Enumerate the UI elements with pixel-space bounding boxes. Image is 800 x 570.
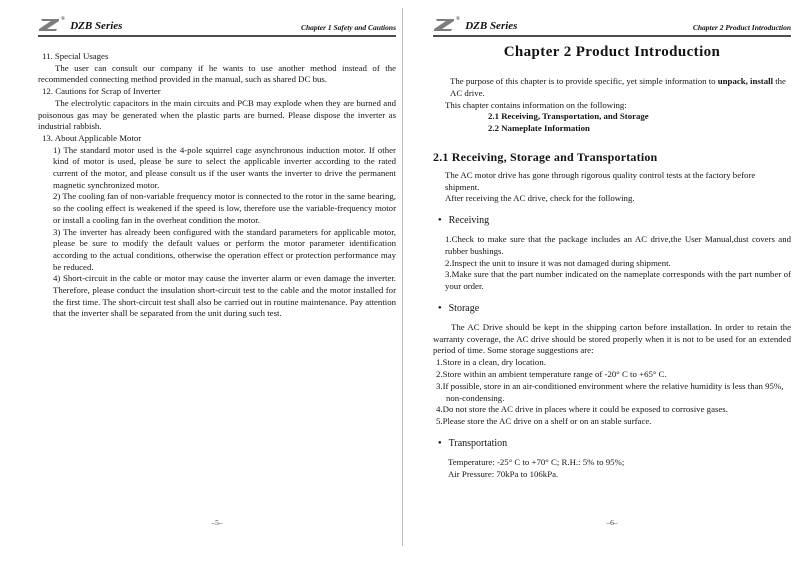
paragraph: The AC motor drive has gone through rigorous quality control tests at the factory before shipment. (445, 169, 756, 192)
paragraph: The user can consult our company if he wants to use another method instead of the recommended connecting method provided in the manual, such as shared DC bus. (38, 62, 396, 85)
list-item: 2.Store within an ambient temperature range of -20° C to +65° C. (436, 368, 667, 379)
list-item-title: 12. Cautions for Scrap of Inverter (42, 86, 161, 97)
chapter-title: Chapter 2 Product Introduction (503, 44, 721, 60)
list-item: 1.Store in a clean, dry location. (436, 357, 546, 368)
section-heading: 2.1 Receiving, Storage and Transportation (433, 149, 658, 164)
transport-line: Air Pressure: 70kPa to 106kPa. (448, 468, 559, 479)
registered-mark: ® (61, 16, 66, 22)
paragraph: The AC Drive should be kept in the shipping carton before installation. In order to retain the warranty coverage, the AC drive should be stored properly when it is not to be used for an extended period of time. Some storage suggestions are: (433, 321, 791, 356)
paragraph: The electrolytic capacitors in the main circuits and PCB may explode when they are burned and poisonous gas may be generated when the plastic parts are burned. Please dispose the inverter as industrial rabbish. (38, 97, 396, 132)
toc-entry: 2.1 Receiving, Transportation, and Storage (488, 111, 649, 122)
list-item: 2.Inspect the unit to insure it was not damaged during shipment. (445, 257, 671, 268)
transport-line: Temperature: -25° C to +70° C; R.H.: 5% to 95%; (448, 456, 625, 467)
intro-post: the AC drive. (450, 76, 786, 98)
page-left (38, 10, 396, 558)
paragraph: After receiving the AC drive, check for the following. (445, 193, 635, 204)
brand (433, 18, 517, 32)
page-header (38, 10, 396, 37)
page-body (433, 76, 791, 480)
intro-paragraph (450, 76, 791, 100)
list-item-title: 13. About Applicable Motor (42, 132, 142, 143)
bullet-label: Storage (448, 302, 480, 314)
registered-mark: ® (456, 16, 461, 22)
brand-name: DZB Series (465, 20, 518, 32)
brand-logo-icon (38, 18, 60, 32)
page-body (38, 51, 396, 320)
sub-item: 4) Short-circuit in the cable or motor may cause the inverter alarm or even damage the inverter. Therefore, please conduct the insulation short-circuit test to the cable and the motor installed for the first time. The short-circuit test shall also be carried out in routine maintenance. Pay attention that the inverter shall be separated from the unit during such test. (53, 273, 396, 319)
bullet-heading-receiving (438, 215, 791, 227)
sub-item: 3) The inverter has already been configured with the standard parameters for applicable motor, please be sure to modify the default values or perform the motor parameter identification according to the actual conditions, otherwise the operation effect or protection performance may be reduced. (53, 226, 396, 272)
list-item-title: 11. Special Usages (42, 51, 109, 61)
list-item: 3.Make sure that the part number indicated on the nameplate corresponds with the part number of your order. (445, 269, 791, 292)
page-number: –6– (606, 518, 618, 527)
bullet-heading-transportation (438, 438, 791, 450)
bullet-icon: ● (438, 217, 442, 224)
page-divider-line (402, 8, 403, 546)
sub-item: 1) The standard motor used is the 4-pole squirrel cage asynchronous induction motor. If other kind of motor is used, please be sure to select the applicable inverter according to the rated current of the motor, and please consult us if the user wants the inverter to drive the permanent magnetic synchronized motor. (53, 144, 396, 190)
page-header (433, 10, 791, 37)
intro-pre: The purpose of this chapter is to provide specific, yet simple information to (450, 76, 718, 86)
bullet-icon: ● (438, 439, 442, 446)
list-item: 5.Please store the AC drive on a shelf or on an stable surface. (436, 416, 652, 427)
list-item: 3.If possible, store in an air-conditioned environment where the relative humidity is less than 95%, non-condensing. (436, 380, 784, 403)
brand (38, 18, 122, 32)
bullet-icon: ● (438, 304, 442, 311)
bullet-label: Transportation (448, 437, 508, 449)
brand-logo-icon (433, 18, 455, 32)
page-number: –5– (211, 518, 223, 527)
intro-line-2: This chapter contains information on the following: (445, 99, 627, 110)
bullet-heading-storage (438, 303, 791, 315)
intro-bold: unpack, install (717, 76, 774, 86)
header-chapter-label: Chapter 1 Safety and Cautions (300, 23, 396, 32)
sub-item: 2) The cooling fan of non-variable frequency motor is connected to the rotor in the same bearing, so the cooling effect is weakened if the speed is low, therefore use the variable-frequency motor or install a cooling fan in the overheat condition the motor. (53, 191, 396, 225)
toc-entry: 2.2 Nameplate Information (488, 123, 590, 134)
list-item: 1.Check to make sure that the package includes an AC drive,the User Manual,dust covers and rubber bushings. (445, 233, 791, 256)
header-chapter-label: Chapter 2 Product Introduction (692, 23, 791, 32)
list-item: 4.Do not store the AC drive in places where it could be exposed to corrosive gases. (436, 404, 728, 415)
brand-name: DZB Series (70, 20, 123, 32)
bullet-label: Receiving (448, 215, 490, 227)
page-right (433, 10, 791, 558)
